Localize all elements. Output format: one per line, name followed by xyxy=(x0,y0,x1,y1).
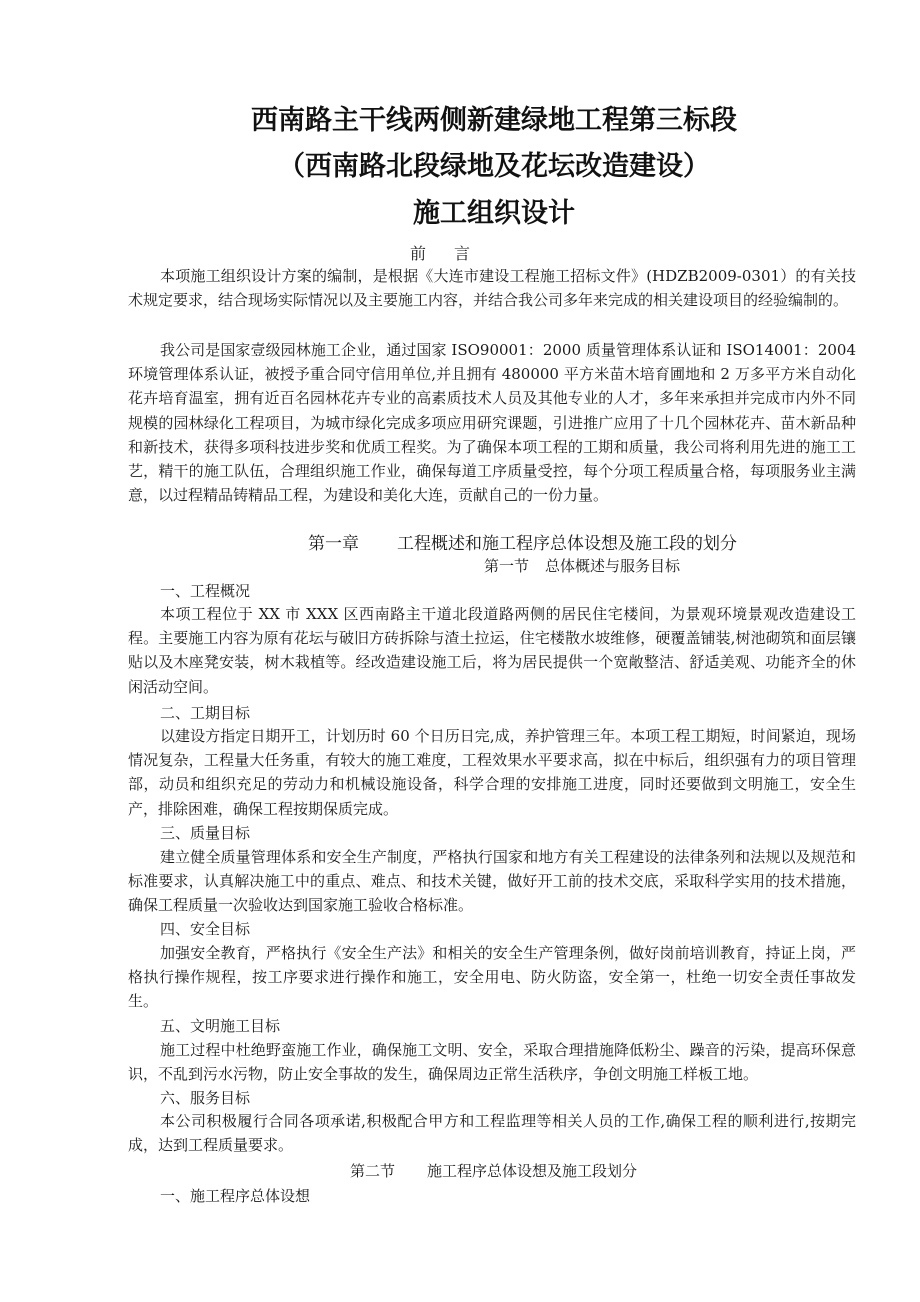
chapter-title: 工程概述和施工程序总体设想及施工段的划分 xyxy=(397,534,737,554)
section-2-title: 施工程序总体设想及施工段划分 xyxy=(427,1162,638,1180)
section-2-heading xyxy=(350,1160,637,1182)
preface-heading xyxy=(410,243,470,265)
body-service-goal: 本公司积极履行合同各项承诺,积极配合甲方和工程监理等相关人员的工作,确保工程的顺利进行,按期完成，达到工程质量要求。 xyxy=(128,1112,856,1155)
subheading-service-goal: 六、服务目标 xyxy=(160,1089,251,1107)
chapter-heading xyxy=(308,532,737,556)
preface-heading-char-2: 言 xyxy=(454,244,471,263)
document-title-line-3: 施工组织设计 xyxy=(413,198,575,229)
subheading-overall-procedure: 一、施工程序总体设想 xyxy=(160,1187,311,1205)
body-project-overview: 本项工程位于 XX 市 XXX 区西南路主干道北段道路两侧的居民住宅楼间，为景观环境景观改造建设工程。主要施工内容为原有花坛与破旧方砖拆除与渣土拉运，住宅楼散水坡维修，硬覆盖铺装,树池砌筑和面层镶贴以及木座凳安装，树木栽植等。经改造建设施工后，将为居民提供一个宽敞整洁、舒适美观、功能齐全的休闲活动空间。 xyxy=(128,605,856,696)
subheading-quality-goal: 三、质量目标 xyxy=(160,824,251,842)
subheading-civilized-construction-goal: 五、文明施工目标 xyxy=(160,1017,281,1035)
document-title-line-2: （西南路北段绿地及花坛改造建设） xyxy=(278,151,710,182)
body-schedule-goal: 以建设方指定日期开工，计划历时 60 个日历日完,成，养护管理三年。本项工程工期短，时间紧迫，现场情况复杂，工程量大任务重，有较大的施工难度，工程效果水平要求高，拟在中标后，组织强有力的项目管理部，动员和组织充足的劳动力和机械设施设备，科学合理的安排施工进度，同时还要做到文明施工，安全生产，排除困难，确保工程按期保质完成。 xyxy=(128,727,856,818)
document-title-line-1: 西南路主干线两侧新建绿地工程第三标段 xyxy=(251,105,737,136)
section-1-heading xyxy=(484,555,680,577)
subheading-schedule-goal: 二、工期目标 xyxy=(160,704,251,722)
body-civilized-construction-goal: 施工过程中杜绝野蛮施工作业，确保施工文明、安全，采取合理措施降低粉尘、躁音的污染，提高环保意识，不乱到污水污物，防止安全事故的发生，确保周边正常生活秩序，争创文明施工样板工地。 xyxy=(128,1041,856,1084)
section-1-number: 第一节 xyxy=(484,557,530,575)
preface-heading-char-1: 前 xyxy=(410,244,427,263)
preface-paragraph-2: 我公司是国家壹级园林施工企业，通过国家 ISO90001：2000 质量管理体系认证和 ISO14001：2004 环境管理体系认证，被授予重合同守信用单位,并且拥有 480000 平方米苗木培育圃地和 2 万多平方米自动化花卉培育温室，拥有近百名园林花卉专业的高素质技术人员及其他专业的人才，多年来承担并完成市内外不同规模的园林绿化工程项目，为城市绿化完成多项应用研究课题，引进推广应用了十几个园林花卉、苗木新品种和新技术，获得多项科技进步奖和优质工程奖。为了确保本项工程的工期和质量，我公司将利用先进的施工工艺，精干的施工队伍，合理组织施工作业，确保每道工序质量受控，每个分项工程质量合格，每项服务业主满意，以过程精品铸精品工程，为建设和美化大连，贡献自己的一份力量。 xyxy=(128,341,856,505)
chapter-number: 第一章 xyxy=(308,534,359,554)
preface-paragraph-1: 本项施工组织设计方案的编制，是根据《大连市建设工程施工招标文件》(HDZB2009-0301）的有关技术规定要求，结合现场实际情况以及主要施工内容，并结合我公司多年来完成的相关建设项目的经验编制的。 xyxy=(128,267,856,310)
body-safety-goal: 加强安全教育，严格执行《安全生产法》和相关的安全生产管理条例，做好岗前培训教育，持证上岗，严格执行操作规程，按工序要求进行操作和施工，安全用电、防火防盗，安全第一，杜绝一切安全责任事故发生。 xyxy=(128,944,856,1011)
body-quality-goal: 建立健全质量管理体系和安全生产制度，严格执行国家和地方有关工程建设的法律条列和法规以及规范和标准要求，认真解决施工中的重点、难点、和技术关键，做好开工前的技术交底，采取科学实用的技术措施，确保工程质量一次验收达到国家施工验收合格标准。 xyxy=(128,848,856,915)
subheading-safety-goal: 四、安全目标 xyxy=(160,920,251,938)
subheading-project-overview: 一、工程概况 xyxy=(160,582,251,600)
section-2-number: 第二节 xyxy=(350,1162,396,1180)
section-1-title: 总体概述与服务目标 xyxy=(545,557,681,575)
